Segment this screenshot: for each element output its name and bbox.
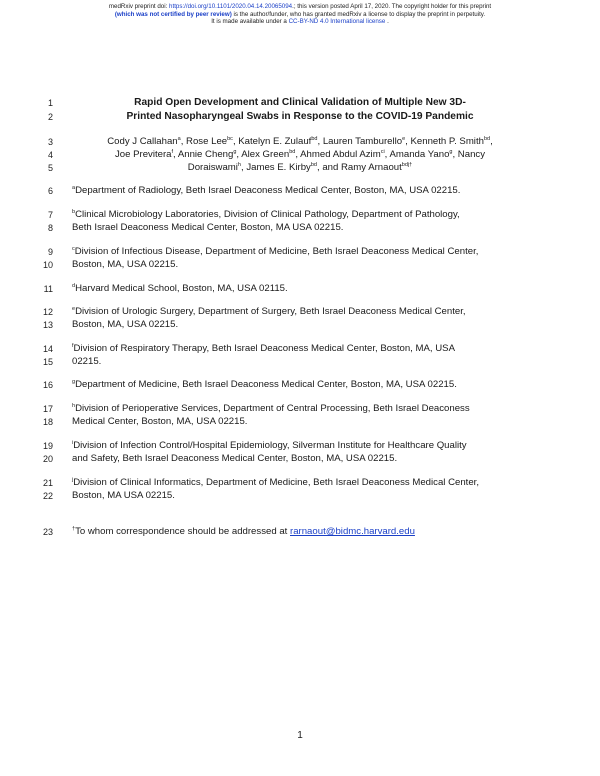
preprint-header-line2: (which was not certified by peer review) is the author/funder, who has granted medRxiv a license to display the preprint in perpetuity. bbox=[114, 10, 486, 18]
author: Ahmed Abdul Azim bbox=[300, 149, 381, 160]
correspondence-line: 23 †To whom correspondence should be addressed at rarnaout@bidmc.harvard.edu bbox=[42, 525, 415, 537]
author: Joe Previtera bbox=[114, 149, 172, 160]
paper-title: Rapid Open Development and Clinical Validation of Multiple New 3D- bbox=[134, 97, 466, 108]
title-line-2: 2 Printed Nasopharyngeal Swabs in Response to the COVID-19 Pandemic bbox=[47, 111, 474, 122]
author: Alex Green bbox=[241, 149, 290, 160]
author: Rose Lee bbox=[186, 136, 228, 147]
author-line-1: 3 Cody J Callahan$^a$, Rose Lee$^{bc}$, Katelyn E. Zulauf$^{bd}$, Lauren Tamburello$^e$, Kenneth P. Smith$^{bd}$, bbox=[47, 135, 493, 147]
affiliation-h: 17 $^h$Division of Perioperative Services, Department of Central Processing, Beth Israel Deaconess bbox=[42, 402, 470, 414]
affiliation-g: 16 $^g$Department of Medicine, Beth Israel Deaconess Medical Center, Boston, MA, USA 02215. bbox=[42, 378, 457, 390]
preprint-header-line3: It is made available under a CC-BY-ND 4.0 International license . bbox=[211, 18, 389, 26]
license-link[interactable]: CC-BY-ND 4.0 International license bbox=[288, 18, 386, 26]
correspondence-email-link[interactable]: rarnaout@bidmc.harvard.edu bbox=[290, 526, 415, 537]
preprint-header-line1: medRxiv preprint doi: https://doi.org/10.1101/2020.04.14.20065094.; this version posted April 17, 2020. The copyright holder for this preprint bbox=[108, 3, 492, 10]
author: Cody J Callahan bbox=[107, 136, 178, 147]
author: Ramy Arnaout bbox=[341, 162, 402, 173]
author: Kenneth P. Smith bbox=[410, 136, 484, 147]
affiliation-i: 19 $^i$Division of Infection Control/Hospital Epidemiology, Silverman Institute for Healthcare Quality bbox=[42, 439, 467, 451]
title-line-1: 1 Rapid Open Development and Clinical Validation of Multiple New 3D- bbox=[0, 97, 600, 109]
doi-link[interactable]: https://doi.org/10.1101/2020.04.14.20065094 bbox=[169, 3, 293, 10]
author: Lauren Tamburello bbox=[322, 136, 403, 147]
author: Katelyn E. Zulauf bbox=[238, 136, 312, 147]
author: James E. Kirby bbox=[246, 162, 311, 173]
affiliation-c: 9 $^c$Division of Infectious Disease, Department of Medicine, Beth Israel Deaconess Medical Center, bbox=[47, 245, 479, 257]
author: Amanda Yano bbox=[389, 149, 450, 160]
affiliation-a: 6 $^a$Department of Radiology, Beth Israel Deaconess Medical Center, Boston, MA, USA 02215. bbox=[47, 184, 461, 196]
affiliation-f: 14 $^f$Division of Respiratory Therapy, Beth Israel Deaconess Medical Center, Boston, MA, USA bbox=[42, 342, 455, 354]
affiliation-d: 11 $^d$Harvard Medical School, Boston, MA, USA 02115. bbox=[43, 282, 288, 294]
affiliation-j: 21 $^j$Division of Clinical Informatics, Department of Medicine, Beth Israel Deaconess Medical Center, bbox=[42, 476, 480, 488]
affiliation-b: 7 $^b$Clinical Microbiology Laboratories, Division of Clinical Pathology, Department of Pathology, bbox=[47, 208, 460, 220]
author: Annie Cheng bbox=[177, 149, 234, 160]
preprint-header bbox=[0, 3, 600, 26]
page-number: 1 bbox=[297, 730, 303, 741]
affiliation-e: 12 $^e$Division of Urologic Surgery, Department of Surgery, Beth Israel Deaconess Medical Center, bbox=[42, 305, 466, 317]
author-line-3: 5 Doraiswami$^h$, James E. Kirby$^{bd}$, and Ramy Arnaout$^{bdj\dagger}$ bbox=[47, 161, 413, 173]
author-line-2: 4 Joe Previtera$^f$, Annie Cheng$^g$, Alex Green$^{bd}$, Ahmed Abdul Azim$^{ci}$, Amanda Yano$^g$, Nancy bbox=[47, 148, 485, 160]
